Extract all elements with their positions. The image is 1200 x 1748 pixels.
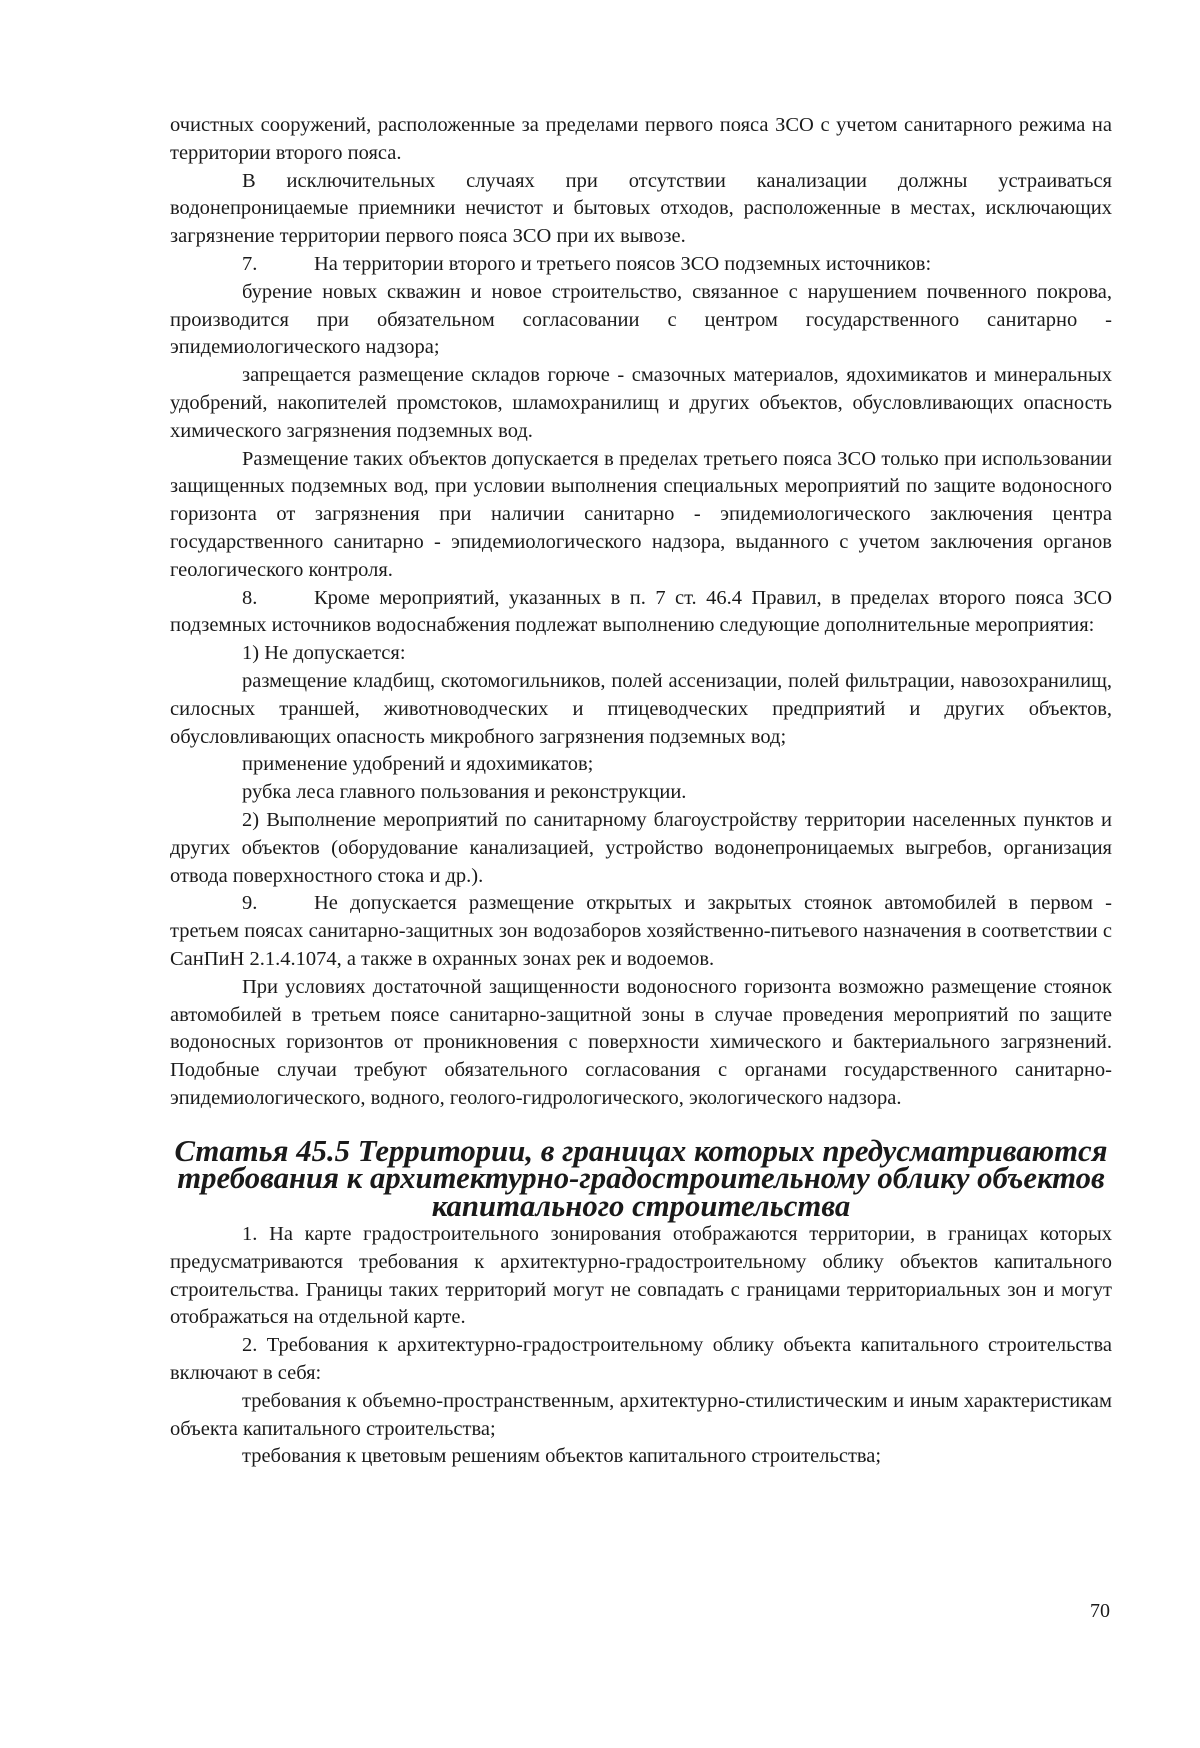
paragraph: 1. На карте градостроительного зонирования отображаются территории, в границах которых предусматриваются требования к архитектурно-градостроительному облику объектов капитального строительства. Границы таких территорий могут не совпадать с границами территориальных зон и могут отображаться на отдельной карте.: [170, 1223, 1112, 1329]
paragraph-text: Не допускается размещение открытых и закрытых стоянок автомобилей в первом - третьем поясах санитарно-защитных зон водозаборов хозяйственно-питьевого назначения в соответствии с СанПиН 2.1.4.1074, а также в охранных зонах рек и водоемов.: [170, 892, 1112, 970]
paragraph: В исключительных случаях при отсутствии канализации должны устраиваться водонепроницаемые приемники нечистот и бытовых отходов, расположенные в местах, исключающих загрязнение территории первого пояса ЗСО при их вывозе.: [170, 169, 1112, 248]
paragraph-text: Кроме мероприятий, указанных в п. 7 ст. 46.4 Правил, в пределах второго пояса ЗСО подземных источников водоснабжения подлежат выполнению следующие дополнительные мероприятия:: [170, 586, 1112, 637]
paragraph: Размещение таких объектов допускается в пределах третьего пояса ЗСО только при использовании защищенных подземных вод, при условии выполнения специальных мероприятий по защите водоносного горизонта от загрязнения при наличии санитарно - эпидемиологического заключения центра государственного санитарно - эпидемиологического надзора, выданного с учетом заключения органов геологического контроля.: [170, 447, 1112, 581]
item-number: 9.: [242, 892, 258, 915]
item-number: 8.: [242, 586, 258, 609]
paragraph: бурение новых скважин и новое строительство, связанное с нарушением почвенного покрова, производится при обязательном согласовании с центром государственного санитарно - эпидемиологического надзора;: [170, 280, 1112, 359]
paragraph: 2) Выполнение мероприятий по санитарному благоустройству территории населенных пунктов и других объектов (оборудование канализацией, устройство водонепроницаемых выгребов, организация отвода поверхностного стока и др.).: [170, 808, 1112, 887]
section-heading: Статья 45.5 Территории, в границах которых предусматриваются требования к архитектурно-градостроительному облику объектов капитального строительства: [174, 1133, 1108, 1224]
paragraph: [170, 890, 1112, 973]
paragraph: запрещается размещение складов горюче - смазочных материалов, ядохимикатов и минеральных удобрений, накопителей промстоков, шламохранилищ и других объектов, обусловливающих опасность химического загрязнения подземных вод.: [170, 364, 1112, 442]
paragraph: применение удобрений и ядохимикатов;: [242, 753, 594, 776]
paragraph-text: На территории второго и третьего поясов ЗСО подземных источников:: [314, 252, 932, 275]
paragraph: очистных сооружений, расположенные за пределами первого пояса ЗСО с учетом санитарного режима на территории второго пояса.: [170, 114, 1112, 164]
paragraph: При условиях достаточной защищенности водоносного горизонта возможно размещение стоянок автомобилей в третьем поясе санитарно-защитной зоны в случае проведения мероприятий по защите водоносных горизонтов от проникновения с поверхности химического и бактериального загрязнений. Подобные случаи требуют обязательного согласования с органами государственного санитарно-эпидемиологического, водного, геолого-гидрологического, экологического надзора.: [170, 975, 1112, 1109]
document-body: [170, 112, 1112, 1471]
paragraph: [170, 251, 1112, 279]
paragraph: рубка леса главного пользования и реконструкции.: [242, 781, 687, 804]
paragraph: требования к объемно-пространственным, архитектурно-стилистическим и иным характеристикам объекта капитального строительства;: [170, 1389, 1112, 1440]
paragraph: [170, 585, 1112, 641]
paragraph: 1) Не допускается:: [242, 642, 406, 665]
page-number: 70: [1090, 1600, 1110, 1622]
paragraph: размещение кладбищ, скотомогильников, полей ассенизации, полей фильтрации, навозохранилищ, силосных траншей, животноводческих и птицеводческих предприятий и других объектов, обусловливающих опасность микробного загрязнения подземных вод;: [170, 669, 1112, 748]
paragraph: требования к цветовым решениям объектов капитального строительства;: [242, 1445, 882, 1468]
item-number: 7.: [242, 252, 258, 275]
paragraph: 2. Требования к архитектурно-градостроительному облику объекта капитального строительства включают в себя:: [170, 1334, 1112, 1385]
